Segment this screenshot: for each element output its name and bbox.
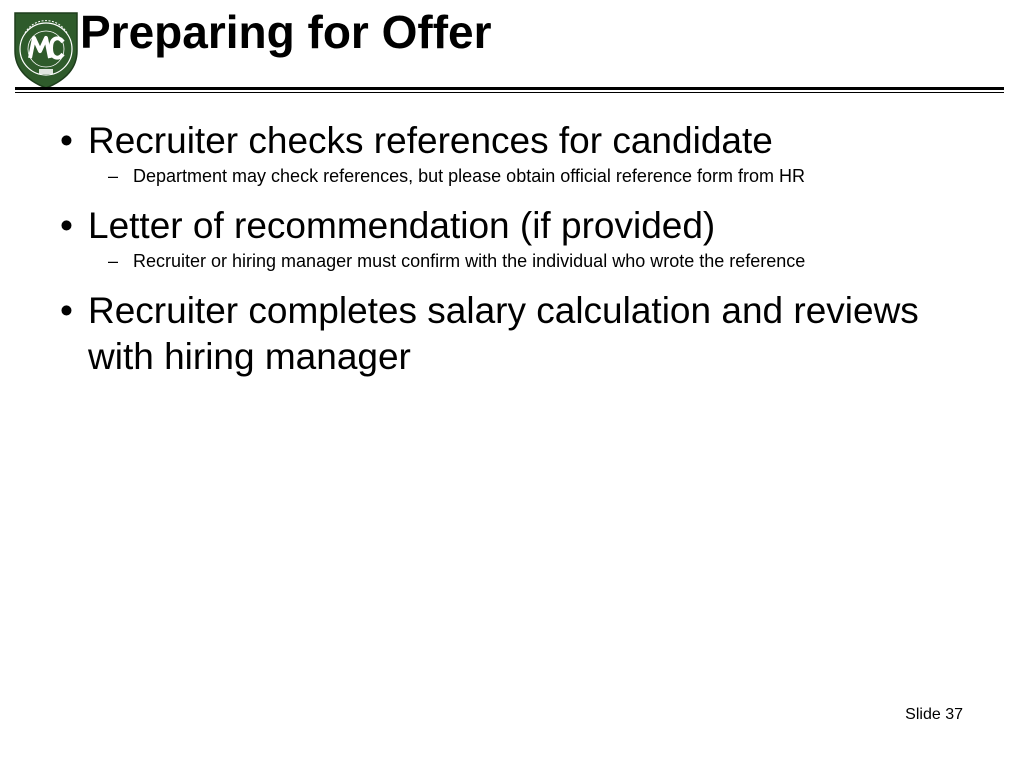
bullet-marker: • xyxy=(60,120,73,161)
title-divider-thin xyxy=(15,92,1004,93)
slide-number: Slide 37 xyxy=(905,706,963,723)
slide-content xyxy=(60,118,960,380)
bullet-text: Letter of recommendation (if provided) xyxy=(88,205,716,246)
bullet-marker: • xyxy=(60,205,73,246)
sub-bullet-item xyxy=(60,249,960,273)
sub-bullet-text: Recruiter or hiring manager must confirm with the individual who wrote the reference xyxy=(133,251,806,271)
bullet-item xyxy=(60,203,960,249)
bullet-item xyxy=(60,118,960,164)
sub-bullet-marker: – xyxy=(108,166,119,186)
title-divider-thick xyxy=(15,87,1004,90)
bullet-text: Recruiter checks references for candidate xyxy=(88,120,773,161)
sub-bullet-text: Department may check references, but please obtain official reference form from HR xyxy=(133,166,805,186)
bullet-marker: • xyxy=(60,290,73,331)
mclean-hospital-shield-icon xyxy=(13,11,79,89)
mclean-hospital-logo xyxy=(13,11,79,89)
bullet-item xyxy=(60,288,960,380)
slide-title: Preparing for Offer xyxy=(80,6,492,58)
bullet-text: Recruiter completes salary calculation and reviews with hiring manager xyxy=(88,290,919,377)
sub-bullet-item xyxy=(60,164,960,188)
sub-bullet-marker: – xyxy=(108,251,119,271)
